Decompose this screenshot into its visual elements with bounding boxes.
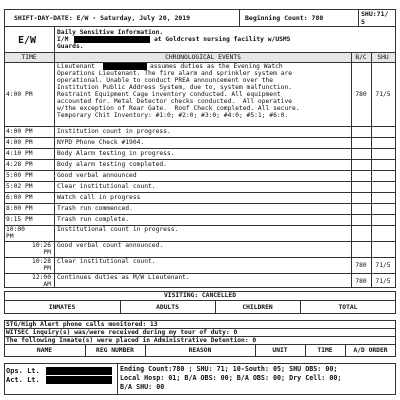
witsec-note: WITSEC inquiry(s) was/were received during my tour of duty: 0	[6, 329, 238, 336]
shift-day-date: SHIFT-DAY-DATE: E/W - Saturday, July 20, 2019	[14, 14, 191, 22]
entry-text: Good verbal announced	[57, 172, 137, 179]
entry-time: 10:26	[32, 242, 51, 249]
entry-shu: 71/5	[375, 262, 391, 269]
ending-count-line-1: Ending Count:780 ; SHU: 71; 10-South: 05; SHU OBS: 00;	[120, 365, 338, 373]
entry-text-line: Institution Public Address System, due to, system malfunction.	[57, 84, 293, 91]
entry-text-line: Operations Lieutenant. The fire alarm and sprinkler system are	[57, 70, 293, 77]
entry-text: Trash run complete.	[57, 216, 130, 223]
entry-time: 10:28	[32, 258, 51, 265]
entry-time-suffix: PM	[43, 249, 51, 256]
entry-shu: 71/5	[375, 91, 391, 98]
entry-text: Clear institutional count.	[57, 183, 156, 190]
entry-time: 8:00 PM	[6, 205, 33, 212]
ops-lt-label: Ops. Lt.	[6, 367, 40, 375]
shu-count-line2: 5	[361, 18, 365, 26]
act-lt-label: Act. Lt.	[6, 376, 40, 384]
visiting-title: VISITING: CANCELLED	[163, 292, 237, 299]
adseg-col-reason: REASON	[188, 347, 212, 354]
entry-text-line: accounted for. Metal Detector checks conducted. All operative	[57, 98, 293, 105]
entry-time: 4:00 PM	[6, 139, 33, 146]
redaction-inmate-name	[74, 36, 150, 43]
admin-detention-note: The following Inmate(s) were placed in Administrative Detention: 0	[6, 337, 257, 344]
info-line-1: Daily Sensitive Information.	[57, 29, 164, 36]
entry-text: Watch call in progress	[57, 194, 141, 201]
entry-bc: 780	[355, 91, 367, 98]
adseg-col-unit: UNIT	[272, 347, 288, 354]
entry-text-line: assumes duties as the Evening Watch	[150, 63, 283, 70]
entry-text: Clear institutional count.	[57, 258, 156, 265]
info-line-2-suffix: at Goldcrest nursing facility w/USMS	[154, 36, 291, 43]
entry-time: 6:00 PM	[6, 194, 33, 201]
entry-text: Good verbal count announced.	[57, 242, 164, 249]
col-bc: B/C	[355, 54, 367, 61]
entry-time: 5:02 PM	[6, 183, 33, 190]
entry-text-line: operational. Unable to conduct PREA announcement over the	[57, 77, 274, 84]
entry-text-line: w/the exception of Rear Gate. Roof Check completed. All secure.	[57, 105, 300, 112]
entry-time: 12:00	[32, 274, 51, 281]
entry-time: 4:10 PM	[6, 150, 33, 157]
entry-time: 5:00 PM	[6, 172, 33, 179]
entry-bc: 780	[355, 278, 367, 285]
entry-time-suffix: PM	[43, 265, 51, 272]
entry-time-suffix: PM	[6, 233, 14, 240]
entry-text: Body Alarm testing in progress.	[57, 150, 175, 157]
entry-time: 4:28 PM	[6, 161, 33, 168]
info-line-2-prefix: I/M	[57, 36, 69, 43]
entry-time: 9:15 PM	[6, 216, 33, 223]
adseg-col-time: TIME	[317, 347, 333, 354]
entry-text: Body alarm testing completed.	[57, 161, 167, 168]
adseg-col-reg: REG NUMBER	[96, 347, 134, 354]
entry-bc: 780	[355, 262, 367, 269]
info-line-3: Guards.	[57, 43, 84, 50]
entry-time: 10:00	[6, 226, 25, 233]
visiting-adults: ADULTS	[156, 304, 179, 311]
entry-shu: 71/5	[375, 278, 391, 285]
entry-text: Institution count in progress.	[57, 128, 171, 135]
col-shu: SHU	[377, 54, 389, 61]
ending-count-line-2: Local Hosp: 01; B/A OBS: 00; B/A OBS: 00; Dry Cell: 00;	[120, 374, 342, 382]
redaction-ops-lt	[46, 367, 112, 375]
entry-text: Institutional count in progress.	[57, 226, 179, 233]
adseg-col-ad-order: A/D ORDER	[353, 347, 388, 354]
ending-count-line-3: B/A SHU: 00	[120, 383, 165, 391]
entry-time-suffix: AM	[43, 281, 51, 288]
visiting-inmates: INMATES	[48, 304, 76, 311]
shu-count-line1: SHU:71/	[361, 10, 389, 18]
visiting-children: CHILDREN	[242, 304, 273, 311]
entry-text-line: Restraint Equipment Cage inventory conducted. All equipment	[57, 91, 281, 98]
entry-text: NYPD Phone Check #1904.	[57, 139, 145, 146]
redaction-lieutenant-name	[103, 63, 147, 70]
beginning-count: Beginning Count: 780	[245, 14, 324, 22]
ew-label: E/W	[18, 35, 37, 46]
entry-text: Continues duties as M/W Lieutenant.	[57, 274, 190, 281]
entry-time: 4:00 PM	[6, 128, 33, 135]
col-time: TIME	[21, 54, 37, 61]
redaction-act-lt	[46, 376, 112, 384]
entry-time: 4:00 PM	[6, 91, 33, 98]
entry-text: Trash run commenced.	[57, 205, 133, 212]
col-events: CHRONOLOGICAL EVENTS	[165, 54, 241, 61]
entry-text-line: Temporary Chit Inventory: #1:0; #2:0; #3:0; #4:0; #5:1; #6:0.	[57, 112, 289, 119]
entry-text-line: Lieutenant	[57, 63, 95, 70]
adseg-col-name: NAME	[36, 347, 53, 354]
visiting-total: TOTAL	[338, 304, 358, 311]
stg-note: STG/High Alert phone calls monitored: 13	[6, 321, 158, 328]
